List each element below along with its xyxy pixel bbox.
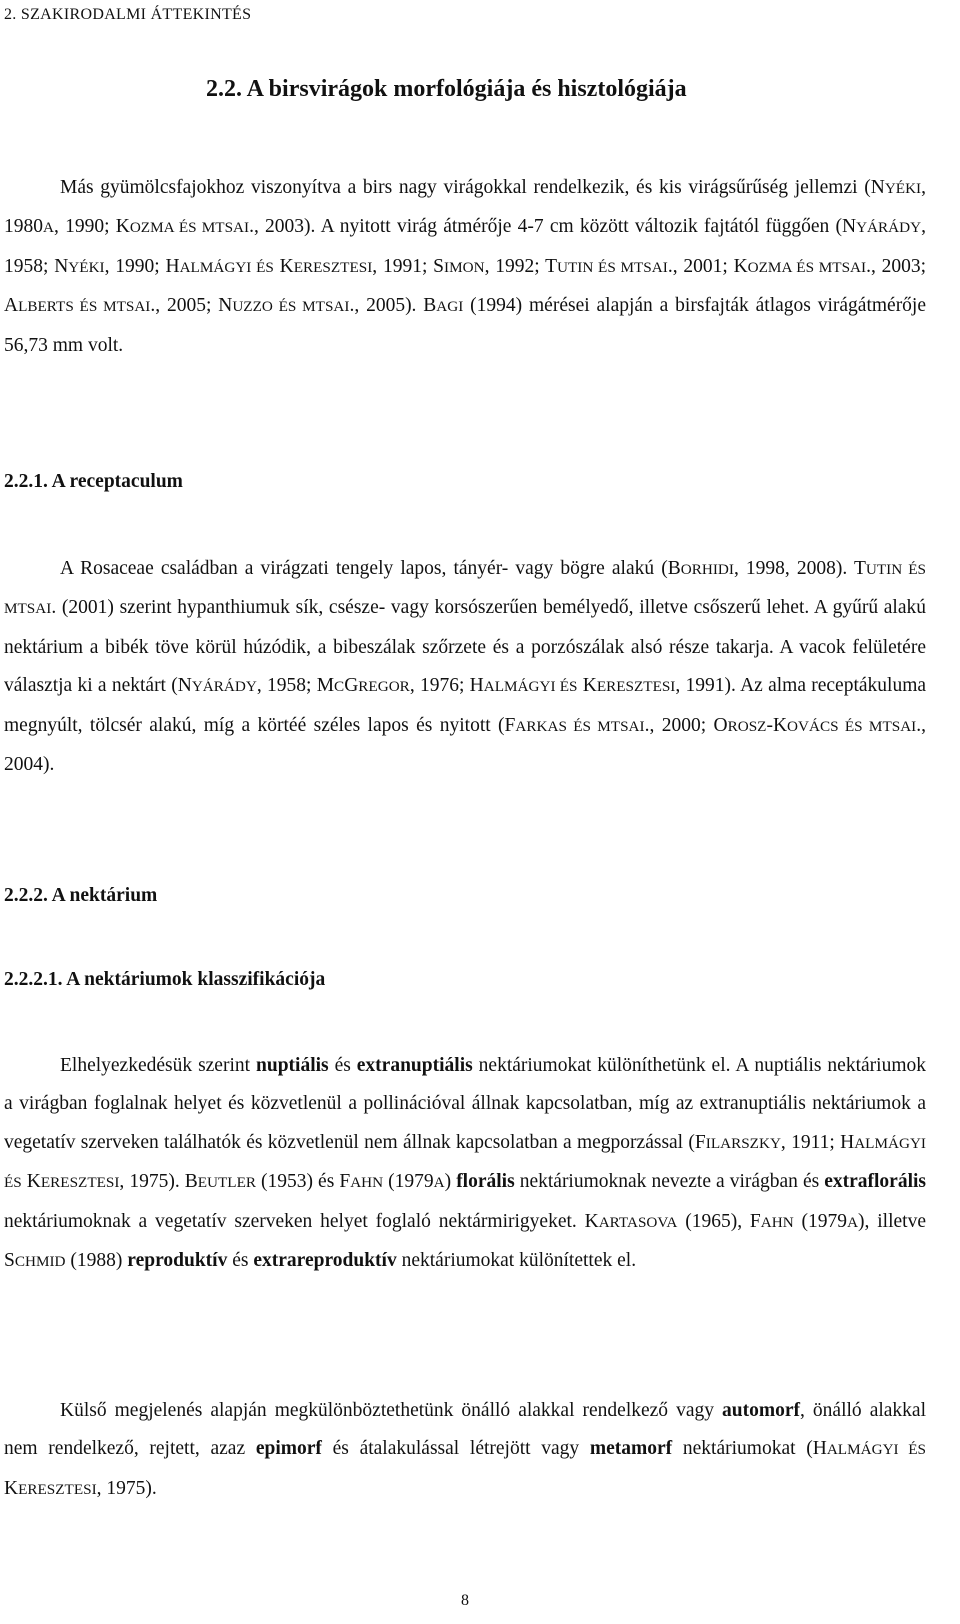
- nektarium-heading: 2.2.2. A nektárium: [4, 885, 158, 906]
- klasszifikacio-paragraph-2: Külső megjelenés alapján megkülönböztethetünk önálló alakkal rendelkező vagy automorf, önálló alakkal nem rendelkező, rejtett, azaz epimorf és átalakulással létrejött vagy metamorf nektáriumokat (HALMÁGYI ÉS KERESZTESI, 1975).: [4, 1400, 926, 1499]
- intro-paragraph: Más gyümölcsfajokhoz viszonyítva a birs nagy virágokkal rendelkezik, és kis virágsűrűség jellemzi (NYÉKI, 1980A, 1990; KOZMA ÉS MTSAI., 2003). A nyitott virág átmérője 4-7 cm között változik fajtától függően (NYÁRÁDY, 1958; NYÉKI, 1990; HALMÁGYI ÉS KERESZTESI, 1991; SIMON, 1992; TUTIN ÉS MTSAI., 2001; KOZMA ÉS MTSAI., 2003; ALBERTS ÉS MTSAI., 2005; NUZZO ÉS MTSAI., 2005). BAGI (1994) mérései alapján a birsfajták átlagos virágátmérője 56,73 mm volt.: [4, 177, 927, 356]
- receptaculum-heading: 2.2.1. A receptaculum: [4, 471, 183, 492]
- klasszifikacio-paragraph-1: Elhelyezkedésük szerint nuptiális és extranuptiális nektáriumokat különíthetünk el. A nuptiális nektáriumok a virágban foglalnak helyet és közvetlenül a pollinációval állnak kapcsolatban, míg az extranuptiális nektáriumok a vegetatív szerveken találhatók és közvetlenül nem állnak kapcsolatban a megporzással (FILARSZKY, 1911; HALMÁGYI ÉS KERESZTESI, 1975). BEUTLER (1953) és FAHN (1979A) florális nektáriumoknak nevezte a virágban és extraflorális nektáriumoknak a vegetatív szerveken helyet foglaló nektármirigyeket. KARTASOVA (1965), FAHN (1979A), illetve SCHMID (1988) reproduktív és extrareproduktív nektáriumokat különítettek el.: [4, 1055, 927, 1272]
- klasszifikacio-heading: 2.2.2.1. A nektáriumok klasszifikációja: [4, 969, 326, 990]
- receptaculum-paragraph: A Rosaceae családban a virágzati tengely lapos, tányér- vagy bögre alakú (BORHIDI, 1998, 2008). TUTIN ÉS MTSAI. (2001) szerint hypanthiumuk sík, csésze- vagy korsószerűen bemélyedő, illetve csőszerű lehet. A gyűrű alakú nektárium a bibék töve körül húzódik, a bibeszálak szőrzete és a porzószálak alsó része takarja. A vacok felületére választja ki a nektárt (NYÁRÁDY, 1958; MCGREGOR, 1976; HALMÁGYI ÉS KERESZTESI, 1991). Az alma receptákuluma megnyúlt, tölcsér alakú, míg a körtéé széles lapos és nyitott (FARKAS ÉS MTSAI., 2000; OROSZ-KOVÁCS ÉS MTSAI., 2004).: [4, 558, 927, 776]
- section-title: 2.2. A birsvirágok morfológiája és hisztológiája: [206, 76, 687, 102]
- page-number: 8: [461, 1592, 469, 1609]
- running-header: 2. SZAKIRODALMI ÁTTEKINTÉS: [4, 6, 252, 23]
